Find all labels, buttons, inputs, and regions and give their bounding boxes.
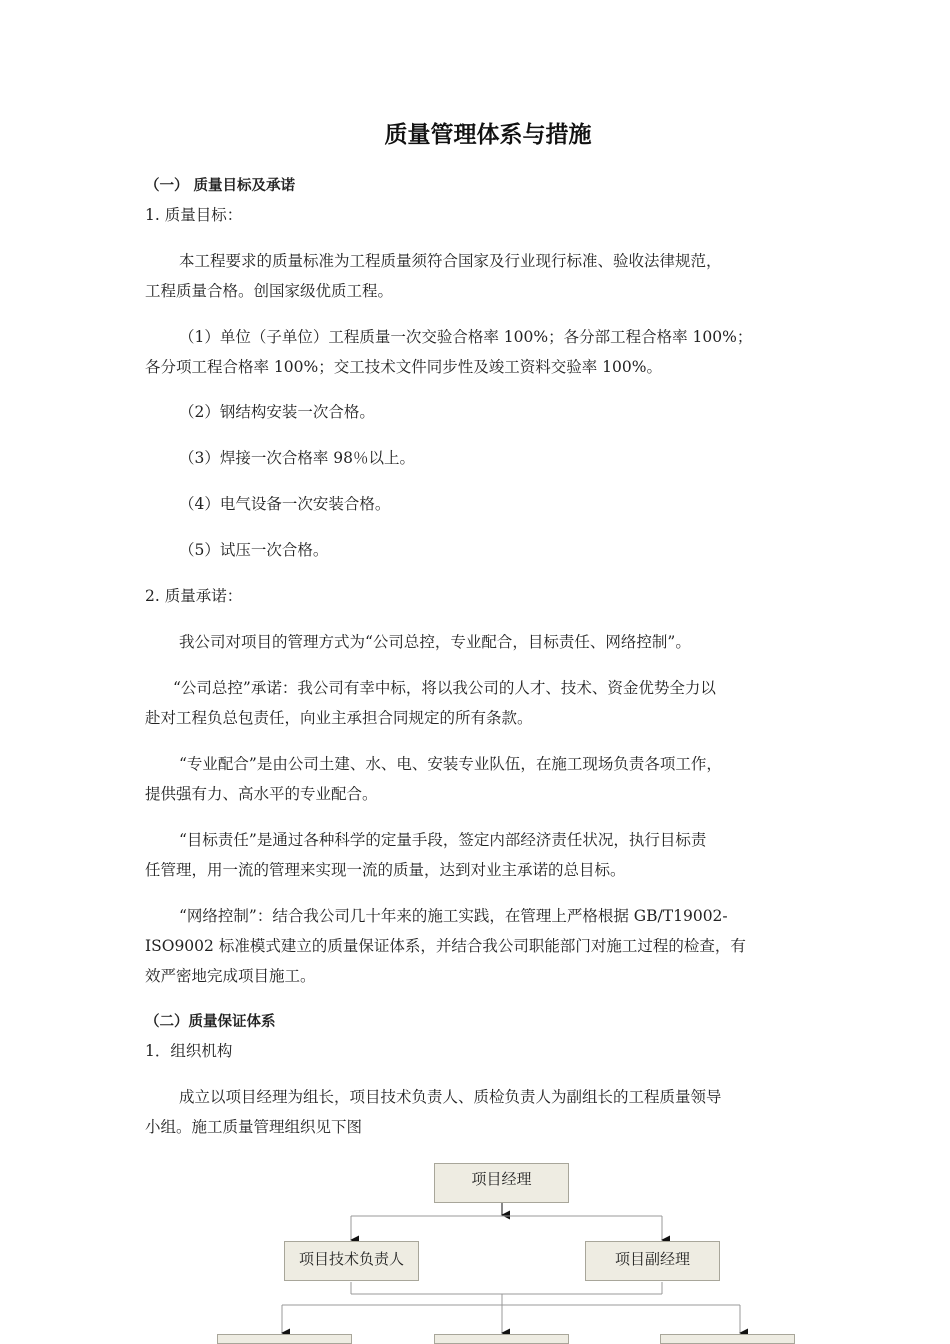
paragraph-line: 任管理，用一流的管理来实现一流的质量，达到对业主承诺的总目标。 [145, 861, 626, 879]
paragraph-line: 效严密地完成项目施工。 [145, 967, 316, 985]
paragraph-line: “网络控制”：结合我公司几十年来的施工实践，在管理上严格根据 GB/T19002- [179, 907, 728, 925]
list-item-5: （5）试压一次合格。 [179, 541, 329, 559]
org-node-level3-right [660, 1334, 795, 1344]
paragraph-line: 小组。施工质量管理组织见下图 [145, 1118, 363, 1136]
paragraph-line: ISO9002 标准模式建立的质量保证体系，并结合我公司职能部门对施工过程的检查，有 [145, 937, 746, 955]
document-title: 质量管理体系与措施 [384, 122, 592, 148]
org-node-label: 项目经理 [471, 1170, 532, 1188]
subheading-quality-commitment: 2. 质量承诺： [145, 587, 243, 605]
org-node-label: 项目副经理 [614, 1250, 690, 1268]
section-heading-quality-goals: （一） 质量目标及承诺 [145, 178, 296, 194]
paragraph-line: 本工程要求的质量标准为工程质量须符合国家及行业现行标准、验收法律规范， [179, 252, 722, 270]
paragraph-line: 赴对工程负总包责任，向业主承担合同规定的所有条款。 [145, 709, 533, 727]
section-heading-quality-system: （二）质量保证体系 [145, 1014, 276, 1030]
paragraph-line: 成立以项目经理为组长，项目技术负责人、质检负责人为副组长的工程质量领导 [179, 1088, 722, 1106]
list-item-1-line: 各分项工程合格率 100%；交工技术文件同步性及竣工资料交验率 100%。 [145, 358, 662, 376]
org-node-level3-center [434, 1334, 569, 1344]
paragraph-line: 工程质量合格。创国家级优质工程。 [145, 282, 394, 300]
paragraph-line: 我公司对项目的管理方式为“公司总控，专业配合，目标责任、网络控制”。 [179, 633, 691, 651]
paragraph-line: “目标责任”是通过各种科学的定量手段，签定内部经济责任状况，执行目标责 [179, 831, 707, 849]
org-node-deputy-manager [585, 1241, 720, 1281]
subheading-quality-goal: 1. 质量目标： [145, 206, 243, 224]
paragraph-line: “专业配合”是由公司土建、水、电、安装专业队伍，在施工现场负责各项工作， [179, 755, 722, 773]
org-node-project-manager [434, 1163, 569, 1203]
org-node-level3-left [217, 1334, 352, 1344]
list-item-2: （2）钢结构安装一次合格。 [179, 403, 375, 421]
org-node-technical-lead [284, 1241, 419, 1281]
org-node-label: 项目技术负责人 [298, 1250, 404, 1268]
paragraph-line: “公司总控”承诺：我公司有幸中标，将以我公司的人才、技术、资金优势全力以 [173, 679, 716, 697]
subheading-organization: 1．组织机构 [145, 1042, 233, 1060]
paragraph-line: 提供强有力、高水平的专业配合。 [145, 785, 378, 803]
list-item-4: （4）电气设备一次安装合格。 [179, 495, 391, 513]
list-item-1-line: （1）单位（子单位）工程质量一次交验合格率 100%；各分部工程合格率 100%； [179, 328, 753, 346]
list-item-3: （3）焊接一次合格率 98％以上。 [179, 449, 416, 467]
